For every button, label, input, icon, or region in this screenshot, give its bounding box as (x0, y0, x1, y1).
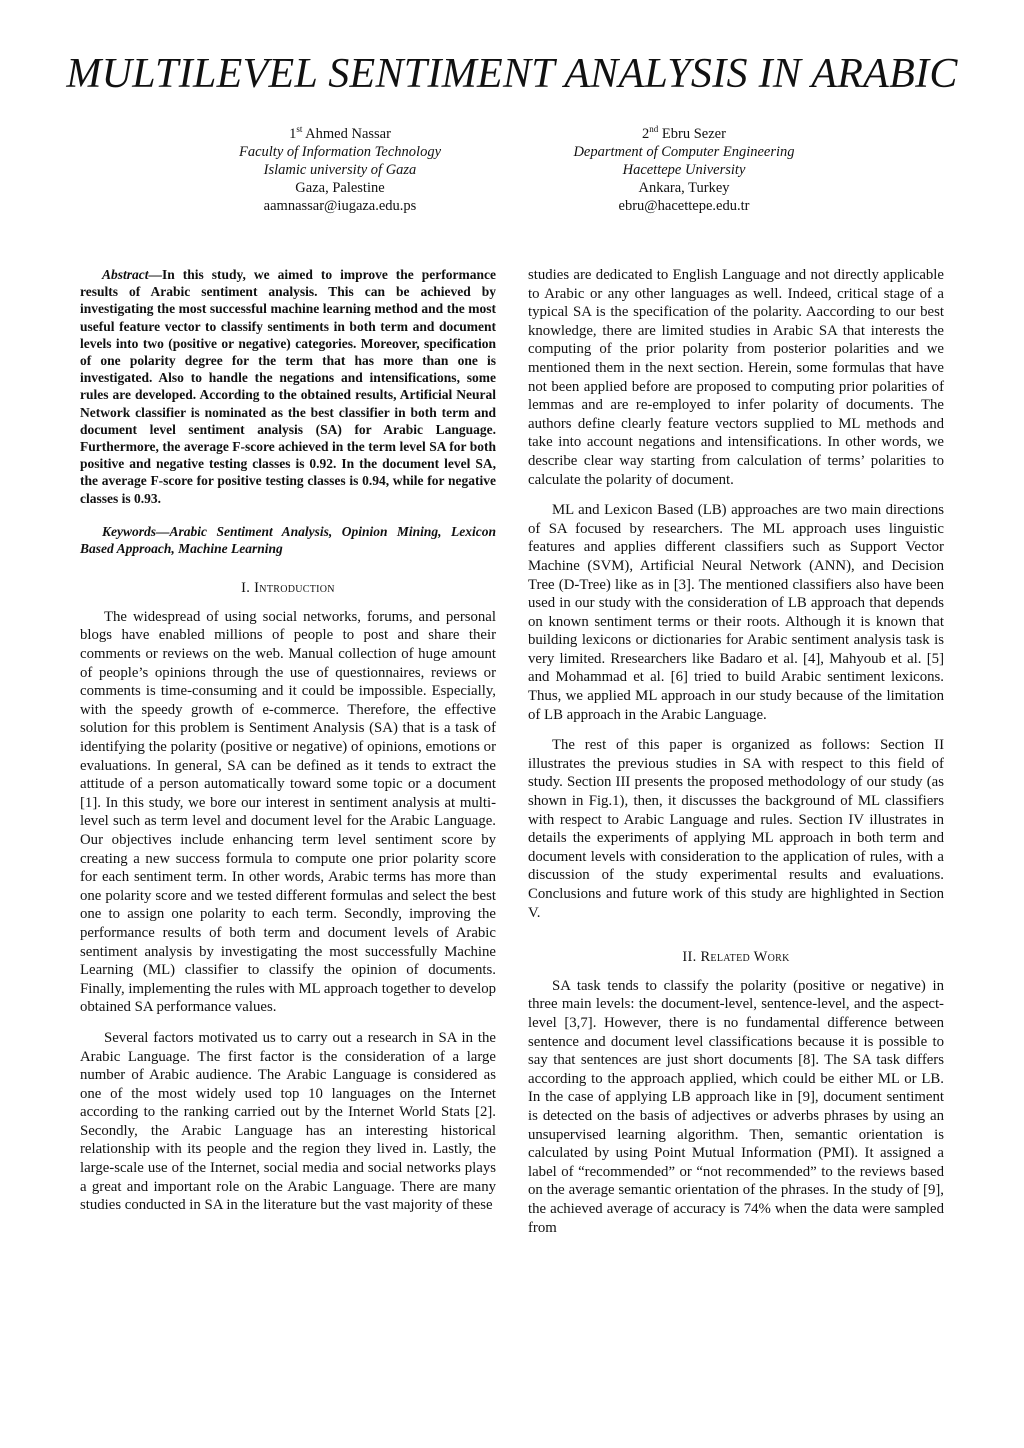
author-organization: Islamic university of Gaza (263, 161, 417, 178)
author-organization: Hacettepe University (622, 161, 746, 178)
section-number: II. (682, 949, 697, 966)
abstract (80, 266, 496, 507)
intro-paragraph-4: The rest of this paper is organized as follows: Section II illustrates the previous studies in SA with respect to this field of study. Section III presents the proposed methodology of our study (as shown in Fig.1), then, it discusses the background of ML classifiers with respect to Arabic Language and rules. Section IV illustrates in details the experiments of applying ML approach in both term and document levels with consideration to the application of rules, with a discussion of the study experimental results and evaluations. Conclusions and future work of this study are highlighted in Section V. (528, 737, 944, 921)
author-location: Ankara, Turkey (638, 179, 730, 196)
author-name-line (190, 120, 490, 143)
author-department: Department of Computer Engineering (573, 143, 795, 160)
section-title: Related Work (700, 949, 790, 966)
intro-paragraph-continued: studies are dedicated to English Language and not directly applicable to Arabic or any other languages as well. Indeed, critical stage of a typical SA is the specification of the polarity. Aaccording to our best knowledge, there are limited studies in Arabic SA that interests the computing of the prior polarity from posterior polarities and we mentioned them in the next section. Herein, some formulas that have not been applied before are proposed to computing prior polarities of lemmas and are re-employed to infer polarity of documents. The authors define clearly feature vectors supplied to ML methods and take into account negations and intensifications. In other words, we describe clear way starting from calculation of terms’ polarities to calculate the polarity of document. (528, 267, 944, 488)
author-name-line (534, 120, 834, 143)
author-ordinal-suffix: st (296, 124, 303, 134)
paper-title: MULTILEVEL SENTIMENT ANALYSIS IN ARABIC (66, 51, 958, 97)
abstract-label: Abstract (102, 267, 149, 282)
keywords: Keywords—Arabic Sentiment Analysis, Opinion Mining, Lexicon Based Approach, Machine Learning (80, 523, 496, 557)
author-location: Gaza, Palestine (295, 179, 385, 196)
section-title: Introduction (254, 580, 335, 597)
intro-paragraph-1: The widespread of using social networks, forums, and personal blogs have enabled millions of people to post and share their comments or reviews on the web. Manual collection of huge amount of people’s opinions through the use of questionnaires, reviews or comments is time-consuming and it could be impossible. Especially, with the speedy growth of e-commerce. Therefore, the effective solution for this problem is Sentiment Analysis (SA) that is a task of identifying the polarity (positive or negative) of opinions, emotions or evaluations. In general, SA can be defined as it tends to extract the attitude of a person automatically toward some topic or a document [1]. In this study, we bore our interest in sentiment analysis at multi-level such as term level and document level for the Arabic Language. Our objectives include enhancing term level sentiment score by creating a new success formula to compute one prior polarity score for each sentiment term. In other words, Arabic terms has more than one polarity score and we tested different formulas and select the best one to assign one polarity to each term. Secondly, improving the performance results of both term and document levels of Arabic sentiment analysis by investigating the most successfully Machine Learning (ML) classifier to classify the opinion of documents. Finally, implementing the rules with ML approach together to develop obtained SA performance values. (80, 608, 496, 1016)
author-block-2 (534, 120, 834, 215)
right-column (528, 266, 944, 1249)
author-block-1 (190, 120, 490, 215)
author-ordinal: 2 (642, 125, 650, 142)
author-email: aamnassar@iugaza.edu.ps (263, 197, 417, 214)
related-paragraph-1: SA task tends to classify the polarity (positive or negative) in three main levels: the document-level, sentence-level, and the aspect-level [3,7]. However, there is no fundamental difference between sentence and document level classifications because it is possible to say that sentences are just short documents [8]. The SA task differs according to the approach applied, which could be either ML or LB. In the case of applying LB approach like in [9], document sentiment is detected on the basis of adjectives or adverbs phrases by using an unsupervised learning algorithm. Then, semantic orientation is calculated by using Point Mutual Information (PMI). It assigned a label of “recommended” or “not recommended” to the reviews based on the average semantic orientation of the phrases. In the study of [9], the achieved average of accuracy is 74% when the data were sampled from (528, 977, 944, 1236)
author-name: Ebru Sezer (661, 125, 726, 142)
section-heading-introduction (80, 579, 496, 598)
author-ordinal: 1 (289, 125, 297, 142)
abstract-text: —In this study, we aimed to improve the performance results of Arabic sentiment analysis. This can be achieved by investigating the most successful machine learning method and the most useful feature vector to classify sentiments in both term and document levels into two (positive or negative) categories. Moreover, specification of one polarity degree for the term that has more than one is investigated. Also to handle the negations and intensifications, some rules are developed. According to the obtained results, Artificial Neural Network classifier is nominated as the best classifier in both term and document level sentiment analysis (SA) for Arabic Language. Furthermore, the average F-score achieved in the term level SA for both positive and negative testing classes is 0.92. In the document level SA, the average F-score for positive testing classes is 0.94, while for negative classes is 0.93. (80, 267, 496, 506)
section-number: I. (241, 580, 251, 597)
author-email: ebru@hacettepe.edu.tr (618, 197, 750, 214)
section-heading-related-work (528, 948, 944, 967)
author-ordinal-suffix: nd (649, 124, 659, 134)
author-name: Ahmed Nassar (305, 125, 391, 142)
author-department: Faculty of Information Technology (238, 143, 442, 160)
left-column (80, 266, 496, 1227)
intro-paragraph-2: Several factors motivated us to carry out a research in SA in the Arabic Language. The first factor is the consideration of a large number of Arabic audience. The Arabic Language is considered as one of the most widely used top 10 languages on the Internet according to the ranking carried out by the Internet World Stats [2]. Secondly, the Arabic Language has an interesting historical relationship with its people and the region they lived in. Lastly, the large-scale use of the Internet, social media and social networks plays a great and important role on the Arabic Language. There are many studies conducted in SA in the literature but the vast majority of these (80, 1029, 496, 1214)
intro-paragraph-3: ML and Lexicon Based (LB) approaches are two main directions of SA focused by researchers. The ML approach uses linguistic features and applies different classifiers such as Support Vector Machine (SVM), Artificial Neural Network (ANN), and Decision Tree (D-Tree) like as in [3]. The mentioned classifiers also have been used in our study with the consideration of LB approach that depends on known sentiment terms or their roots. Although it is known that building lexicons or dictionaries for Arabic sentiment analysis task is very limited. Rresearchers like Badaro et al. [4], Mahyoub et al. [5] and Mohammad et al. [6] tried to build Arabic sentiment lexicons. Thus, we applied ML approach in our study because of the limitation of LB approach in the Arabic Language. (528, 502, 944, 723)
